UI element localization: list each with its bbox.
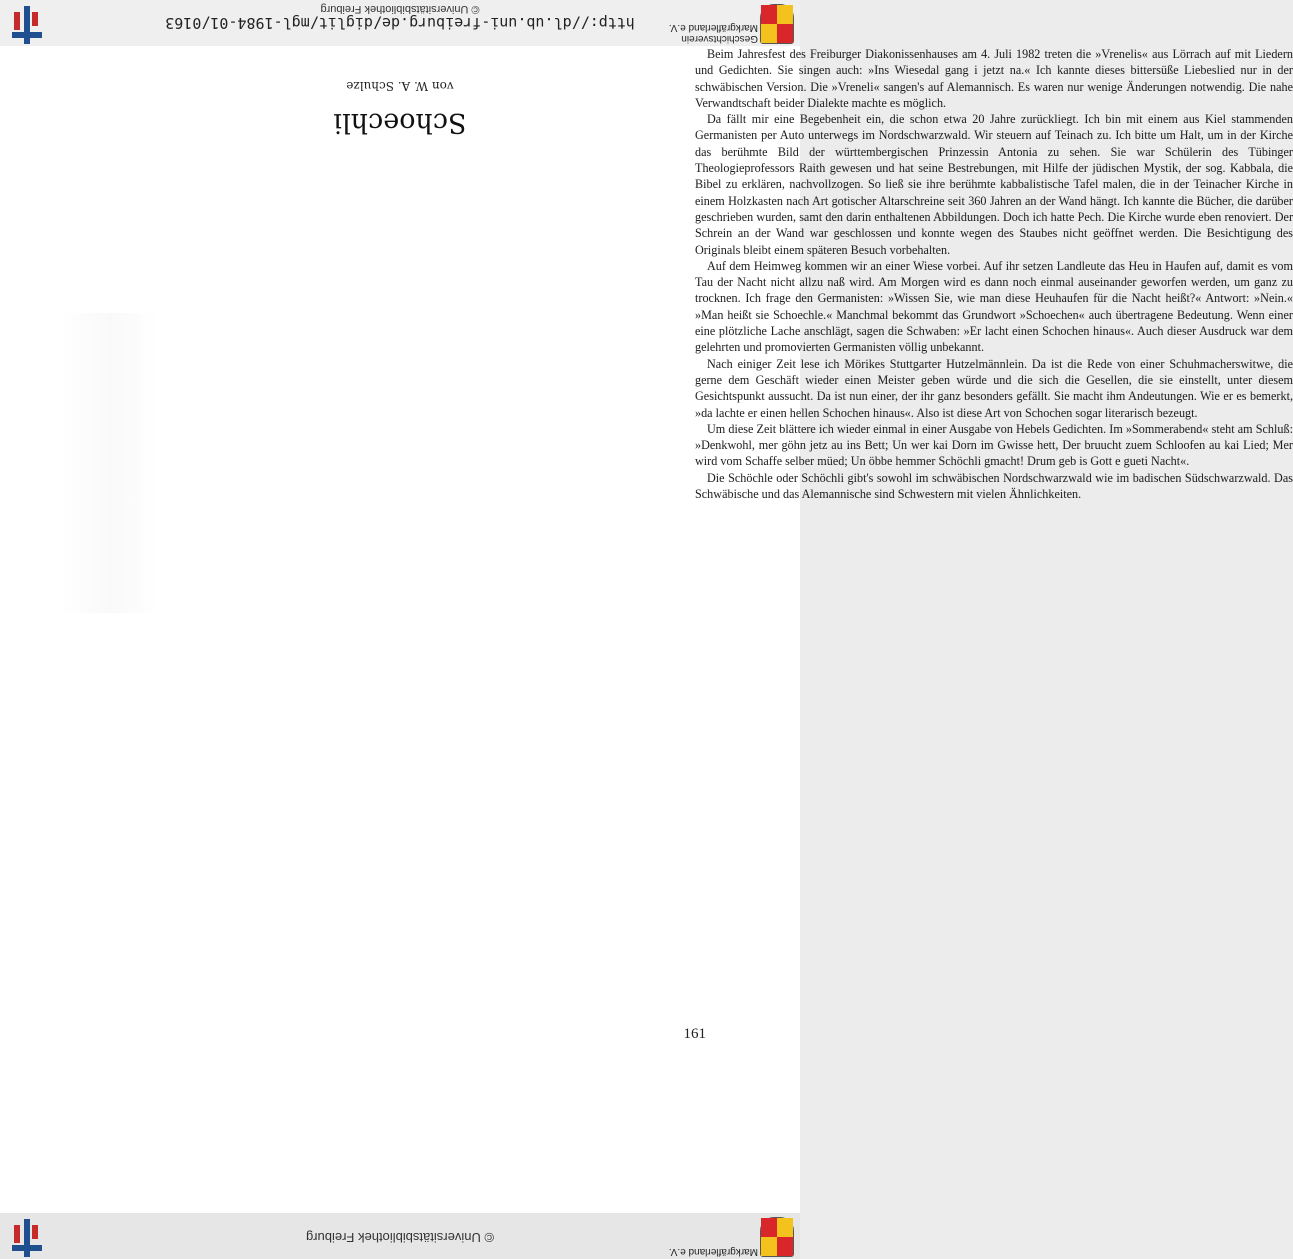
- viewer-footer-bar: [0, 1213, 800, 1259]
- society-name: Geschichtsverein Markgräflerland e.V.: [668, 22, 758, 44]
- university-library-logo-icon: [8, 6, 42, 46]
- bleed-through-shadow: [60, 313, 160, 613]
- library-copyright-footer: © Universitätsbibliothek Freiburg: [305, 1230, 495, 1245]
- paragraph-6: Die Schöchle oder Schöchli gibt's sowohl im schwäbischen Nordschwarzwald wie im badischen Südschwarzwald. Das Schwäbische und das Alemannische sind Schwestern mit vielen Ähnlichkeiten.: [695, 470, 1293, 502]
- article-title: Schoechli: [333, 107, 467, 138]
- society-coat-of-arms-icon: [760, 1217, 794, 1257]
- permalink-url[interactable]: http://dl.ub.uni-freiburg.de/diglit/mgl-1984-01/0163: [165, 14, 635, 32]
- article-author: von W. A. Schulze: [346, 79, 454, 93]
- library-copyright: © Universitätsbibliothek Freiburg: [320, 3, 480, 15]
- article-body: [695, 46, 1293, 502]
- page-number: 161: [683, 1026, 706, 1042]
- paragraph-4: Nach einiger Zeit lese ich Mörikes Stuttgarter Hutzelmännlein. Da ist die Rede von einer Schuhmacherswitwe, die gerne dem Geschäft wieder einen Meister geben würde und die sich die Gesellen, die sie einstellt, unter diesem Gesichtspunkt aussucht. Da ist nun einer, der ihr ganz besonders gefällt. Sie macht ihm Andeutungen. Wie er es bemerkt, »da lachte er einen hellen Schochen hinaus«. Also ist diese Art von Schochen sogar literarisch bezeugt.: [695, 356, 1293, 420]
- paragraph-2: Da fällt mir eine Begebenheit ein, die schon etwa 20 Jahre zurückliegt. Ich bin mit einem aus Kiel stammenden Germanisten per Auto unterwegs im Nordschwarzwald. Wir steuern auf Teinach zu. Ich bitte um Halt, um in der Kirche das berühmte Bild der württembergischen Prinzessin Antonia zu sehen. Sie war Schülerin des Tübinger Theologieprofessors Raith gewesen und hat seine Bestrebungen, mit Hilfe der jüdischen Mystik, der sog. Kabbala, die Bibel zu erklären, nachvollzogen. So ließ sie ihre berühmte kabbalistische Tafel malen, die in der Teinacher Kirche in einem Holzkasten nach Art gotischer Altarschreine seit 360 Jahren an der Wand hängt. Ich kannte die Bücher, die darüber geschrieben wurden, samt den darin enthaltenen Abbildungen. Doch ich hatte Pech. Die Kirche wurde eben renoviert. Der Schrein an der Wand war geschlossen und konnte wegen des Staubes nicht geöffnet werden. Die Besichtigung des Originals bleibt einem späteren Besuch vorbehalten.: [695, 112, 1293, 257]
- society-coat-of-arms-icon: [760, 4, 794, 44]
- viewer-header-bar: [0, 0, 800, 46]
- paragraph-5: Um diese Zeit blättere ich wieder einmal in einer Ausgabe von Hebels Gedichten. Im »Sommerabend« steht am Schluß: »Denkwohl, mer göhn jetz au ins Bett; Un wer kai Dorn im Gwisse hett, Der bruucht zuem Schloofen au kai Lied; Mer wird vom Schaffe selber müed; Un öbbe hemmer Schöchli gmacht! Drum geb is Gott e gueti Nacht«.: [695, 421, 1293, 469]
- university-library-logo-icon: [8, 1219, 42, 1259]
- paragraph-3: Auf dem Heimweg kommen wir an einer Wiese vorbei. Auf ihr setzen Landleute das Heu in Haufen auf, damit es vom Tau der Nacht nicht allzu naß wird. Am Morgen wird es dann noch einmal auseinander geworfen werden, um ganz zu trocknen. Ich frage den Germanisten: »Wissen Sie, wie man diese Heuhaufen für die Nacht heißt?« Antwort: »Nein.« »Man heißt sie Schoechle.« Manchmal bekommt das Grundwort »Schoechen« auch übertragene Bedeutung. Wenn einer eine plötzliche Lache anschlägt, sagen die Schwaben: »Er lacht einen Schochen hinaus«. Auch dieser Ausdruck war dem gelehrten und promovierten Germanisten völlig unbekannt.: [695, 258, 1293, 355]
- society-name: Markgräflerland e.V.: [668, 1246, 758, 1257]
- paragraph-1: Beim Jahresfest des Freiburger Diakonissenhauses am 4. Juli 1982 treten die »Vrenelis« aus Lörrach auf mit Liedern und Gedichten. Sie singen auch: »Ins Wiesedal gang i jetzt na.« Ich kannte dieses bittersüße Liebeslied nur in der schwäbischen Version. Die »Vreneli« sangen's auf Alemannisch. Es waren nur wenige Änderungen notwendig. Die nahe Verwandtschaft beider Dialekte machte es möglich.: [695, 47, 1293, 110]
- scanned-page: [0, 46, 1293, 1213]
